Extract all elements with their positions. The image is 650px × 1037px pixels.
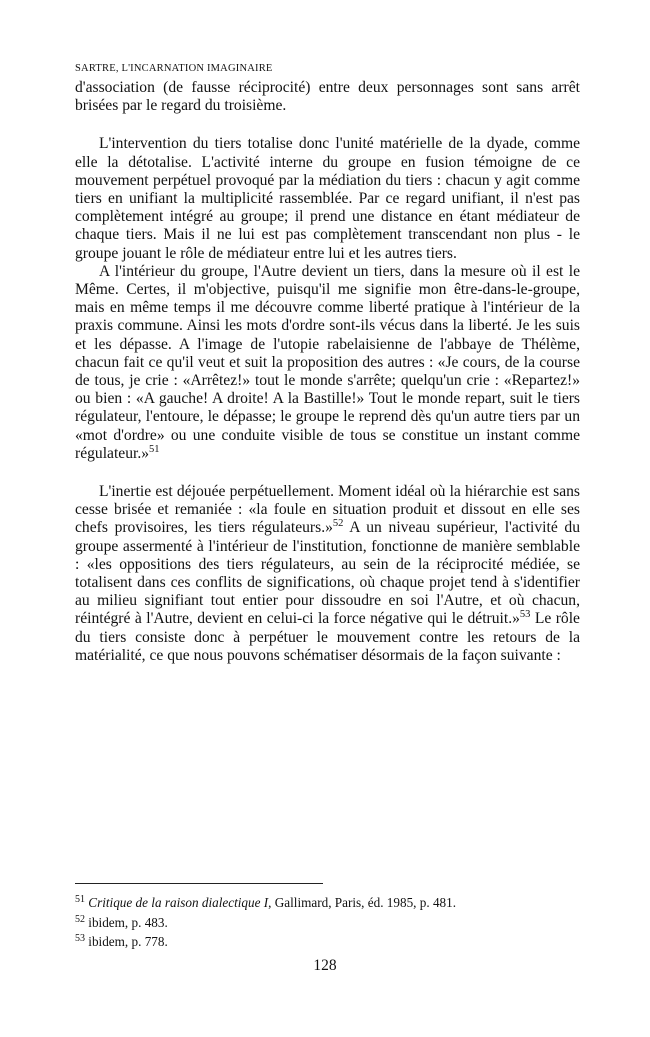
footnote-text: , Gallimard, Paris, éd. 1985, p. 481. (268, 895, 457, 910)
paragraph-continued: d'association (de fausse réciprocité) entre deux personnages sont sans arrêt brisées par le regard du troisième. (75, 79, 580, 115)
footnotes (75, 893, 580, 952)
footnote-ref-51[interactable]: 51 (149, 443, 160, 455)
paragraph-inertie (75, 483, 580, 665)
paragraph-interieur-groupe (75, 263, 580, 463)
paragraph-text: A un niveau supérieur, l'activité du groupe assermenté à l'intérieur de l'institution, fonctionne de manière semblable : «les oppositions des tiers régulateurs, au sein de la réciprocité médiée, se totalisent dans ces conflits de significations, où chaque projet tend à s'identifier au milieu signifiant tout entier pour dissoudre en soi l'Autre, et où chacun, réintégré à l'Autre, devient en celui-ci la force négative qui le détruit.» (75, 519, 580, 628)
paragraph-text: L'inertie est déjouée perpétuellement. Moment idéal où la hiérarchie est sans cesse brisée et remaniée : «la foule en situation produit et dissout en elle ses chefs provisoires, les tiers régulateurs.» (75, 483, 580, 537)
footnote-ref-53[interactable]: 53 (519, 609, 531, 621)
footnote-number: 51 (75, 894, 85, 905)
footnote-text: ibidem, p. 778. (88, 934, 168, 949)
footnote-number: 53 (75, 933, 85, 944)
page-body (75, 62, 580, 665)
footnote-53 (75, 932, 580, 952)
footnote-number: 52 (75, 913, 85, 925)
footnote-text: ibidem, p. 483. (88, 914, 168, 930)
paragraph-text: Le rôle du tiers consiste donc à perpétuer le mouvement contre les retours de la matérialité, ce que nous pouvons schématiser désormais de la façon suivante : (75, 610, 580, 664)
footnote-52 (75, 913, 580, 933)
footnote-ref-52[interactable]: 52 (332, 518, 344, 530)
footnote-book-title: Critique de la raison dialectique I (88, 895, 269, 910)
footnote-divider (75, 883, 323, 884)
footnote-51 (75, 893, 580, 913)
paragraph-text: A l'intérieur du groupe, l'Autre devient un tiers, dans la mesure où il est le Même. Certes, il m'objective, puisqu'il me signifie mon être-dans-le-groupe, mais en même temps il me découvre comme liberté pratique à l'intérieur de la praxis commune. Ainsi les mots d'ordre sont-ils vécus dans la liberté. Je les suis et les dépasse. A l'image de l'utopie rabelaisienne de l'abbaye de Thélème, chacun fait ce qu'il veut et suit la proposition des autres : «Je cours, de la course de tous, je crie : «Arrêtez!» tout le monde s'arrête; quelqu'un crie : «Repartez!» ou bien : «A gauche! A droite! A la Bastille!» Tout le monde repart, suit le tiers régulateur, l'entoure, le dépasse; le groupe le reprend dès qu'un autre tiers par un «mot d'ordre» ou une conduite visible de tous se constitue un instant comme régulateur.» (75, 262, 580, 462)
paragraph-intervention-tiers: L'intervention du tiers totalise donc l'unité matérielle de la dyade, comme elle la détotalise. L'activité interne du groupe en fusion témoigne de ce mouvement perpétuel provoqué par la médiation du tiers : chacun y agit comme tiers en unifiant la multiplicité rassemblée. Par ce regard unifiant, il n'est pas complètement intégré au groupe; il prend une distance en étant médiateur de chaque tiers. Mais il ne lui est pas complètement transcendant non plus - le groupe jouant le rôle de médiateur entre lui et les autres tiers. (75, 135, 580, 262)
running-header: SARTRE, L'INCARNATION IMAGINAIRE (75, 63, 273, 74)
page-number: 128 (313, 957, 337, 974)
